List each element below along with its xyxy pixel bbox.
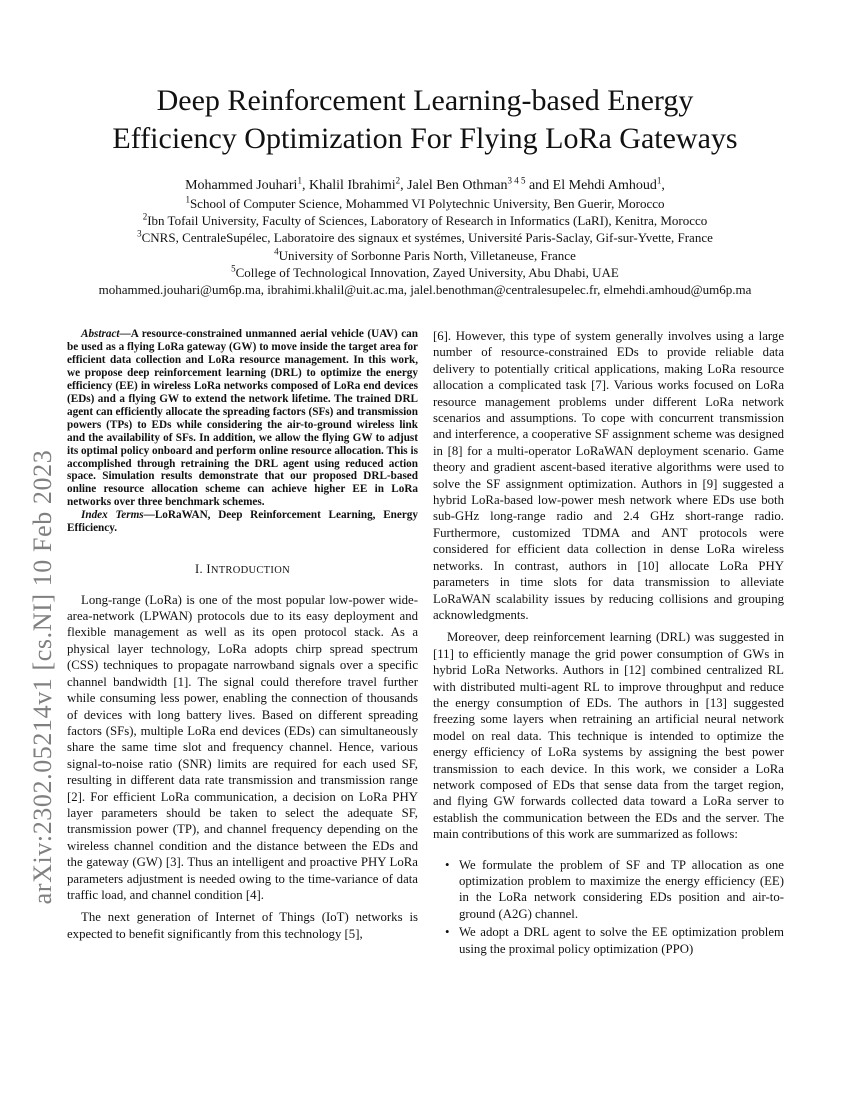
arxiv-identifier-stamp: [18, 305, 68, 1050]
affiliation-item: [40, 229, 810, 246]
affiliation-sup: 1: [185, 194, 190, 205]
abstract-text: —A resource-constrained unmanned aerial vehicle (UAV) can be used as a flying LoRa gateway (GW) to move inside the target area for efficient data collection and LoRa resource management. In this work, we propose deep reinforcement learning (DRL) to optimize the energy efficiency (EE) in wireless LoRa networks composed of LoRa end devices (EDs) and a flying GW to extend the network lifetime. The trained DRL agent can efficiently allocate the spreading factors (SFs) and transmission powers (TPs) to EDs while considering the air-to-ground wireless link and the availability of SFs. In addition, we allow the flying GW to adjust its optimal policy onboard and perform online resource allocation. This is accomplished through retraining the DRL agent using reduced action space. Simulation results demonstrate that our proposed DRL-based online resource allocation scheme can achieve higher EE in LoRa networks over three benchmark schemes.: [67, 328, 418, 509]
arxiv-identifier-text: arXiv:2302.05214v1 [cs.NI] 10 Feb 2023: [28, 449, 57, 905]
section-title-initial: I: [206, 562, 211, 577]
abstract-label: Abstract: [81, 328, 120, 340]
author-affil-sup: 3 4 5: [507, 175, 526, 186]
affiliation-item: [40, 247, 810, 264]
author-list-tail: ,: [661, 178, 665, 193]
affiliation-text: School of Computer Science, Mohammed VI Polytechnic University, Ben Guerir, Morocco: [189, 196, 665, 211]
affiliation-text: University of Sorbonne Paris North, Villetaneuse, France: [278, 247, 576, 263]
author-name: , Khalil Ibrahimi: [301, 178, 396, 193]
list-item-text: We formulate the problem of SF and TP allocation as one optimization problem to maximize the energy efficiency (EE) in the LoRa network considering EDs position and air-to-ground (A2G) channel.: [459, 857, 784, 921]
index-terms-label: Index Terms: [81, 509, 144, 522]
title-line-2: Efficiency Optimization For Flying LoRa Gateways: [112, 122, 738, 155]
contributions-list: [433, 857, 784, 957]
affiliation-item: [40, 212, 810, 229]
paragraph: [6]. However, this type of system generally involves using a large number of resource-constrained EDs to provide reliable data delivery to potentially critical applications, making LoRa resource allocation a complicated task [7]. Various works focused on LoRa resource management problems under different LoRa network scenarios and assumptions. To cope with concurrent transmission and interference, a cooperative SF assignment scheme was designed in [8] for a multi-operator LoRaWAN deployment scenario. Game theory and gradient ascent-based iterative algorithms were used to solve the SF assignment optimization. Authors in [9] suggested a hybrid LoRa-based low-power mesh network where EDs use both sub-GHz long-range radio and 2.4 GHz short-range radio. Furthermore, customized TDMA and ANT protocols were considered for efficient data collection in dense LoRa wireless networks. In contrast, authors in [10] allocate LoRa PHY parameters in time slots for data transmission to alleviate LoRaWAN scalability issues by reducing collisions and grouping acknowledgments.: [433, 329, 784, 622]
author-list: [40, 177, 810, 194]
author-emails: mohammed.jouhari@um6p.ma, ibrahimi.khalil@uit.ac.ma, jalel.benothman@centralesupelec.fr, elmehdi.amhoud@um6p.ma: [98, 282, 752, 298]
affiliation-item: [40, 195, 810, 212]
affiliation-sup: 4: [274, 246, 279, 257]
affiliation-sup: 3: [137, 229, 142, 240]
author-line: [40, 177, 810, 194]
index-terms: [67, 509, 418, 535]
section-title-rest: NTRODUCTION: [210, 565, 290, 577]
abstract: [67, 328, 418, 509]
affiliation-item: [40, 264, 810, 281]
bullet-icon: •: [445, 857, 450, 872]
affiliation-text: CNRS, CentraleSupélec, Laboratoire des signaux et systémes, Université Paris-Saclay, Gif-sur-Yvette, France: [141, 230, 713, 246]
affiliation-sup: 2: [142, 211, 148, 222]
list-item: [445, 924, 784, 957]
author-name: Mohammed Jouhari: [185, 178, 298, 193]
paragraph: Long-range (LoRa) is one of the most popular low-power wide-area-network (LPWAN) protocols due to its easy deployment and flexible management as well as its open protocol stack. As a physical layer technology, LoRa adopts chirp spread spectrum (CSS) techniques to propagate narrowband signals over a specific channel bandwidth [1]. The signal could therefore travel further while consuming less power, enabling the connection of thousands of devices with long battery lives. Based on different spreading factors (SFs), multiple LoRa end devices (EDs) can simultaneously share the same time slot and frequency channel. Hence, various signal-to-noise ratio (SNR) limits are required for each used SF, resulting in different data rate transmission and transmission range [2]. For efficient LoRa communication, a decision on LoRa PHY layer parameters should be taken to select the adequate SF, transmission power (TP), and channel frequency depending on the wireless channel condition and the distance between the EDs and the gateway (GW) [3]. Thus an intelligent and proactive PHY LoRa parameters adjustment is needed owing to the time-variance of data traffic load, and channel condition [4].: [67, 592, 418, 902]
affiliation-text: Ibn Tofail University, Faculty of Sciences, Laboratory of Research in Informatics (LaRI), Kenitra, Morocco: [147, 213, 708, 229]
section-heading-introduction: [67, 561, 418, 579]
list-item-text: We adopt a DRL agent to solve the EE optimization problem using the proximal policy optimization (PPO): [459, 925, 784, 956]
right-column: [433, 328, 784, 959]
bullet-icon: •: [445, 925, 450, 940]
author-affil-sup: 2: [395, 175, 401, 186]
list-item: [445, 857, 784, 923]
paragraph: Moreover, deep reinforcement learning (DRL) was suggested in [11] to efficiently manage the grid power consumption of GWs in hybrid LoRa Networks. Authors in [12] combined centralized RL with distributed multi-agent RL to improve throughput and reduce the energy consumption of EDs. The authors in [13] suggested freezing some layers when retraining an artificial neural network model on real data. This technique is intended to optimize the energy efficiency of LoRa systems by assigning the best power transmission to each device. In this work, we consider a LoRa network composed of EDs that sense data from the target region, and flying GW forwards collected data toward a LoRa server to establish the communication between the EDs and the server. The main contributions of this work are summarized as follows:: [433, 630, 784, 842]
affiliation-text: College of Technological Innovation, Zayed University, Abu Dhabi, UAE: [235, 264, 619, 280]
paper-title: [40, 82, 810, 158]
paragraph: The next generation of Internet of Things (IoT) networks is expected to benefit significantly from this technology [5],: [67, 910, 418, 941]
affiliations: [40, 195, 810, 298]
title-line-1: Deep Reinforcement Learning-based Energy: [156, 84, 694, 117]
index-terms-text: —LoRaWAN, Deep Reinforcement Learning, Energy Efficiency.: [67, 509, 418, 535]
left-column: [67, 328, 418, 942]
author-affil-sup: 1: [656, 175, 662, 186]
affiliation-sup: 5: [231, 263, 236, 274]
author-affil-sup: 1: [297, 175, 302, 186]
section-numeral: I.: [195, 562, 207, 577]
author-name: and El Mehdi Amhoud: [525, 178, 657, 193]
author-name: , Jalel Ben Othman: [400, 178, 508, 193]
